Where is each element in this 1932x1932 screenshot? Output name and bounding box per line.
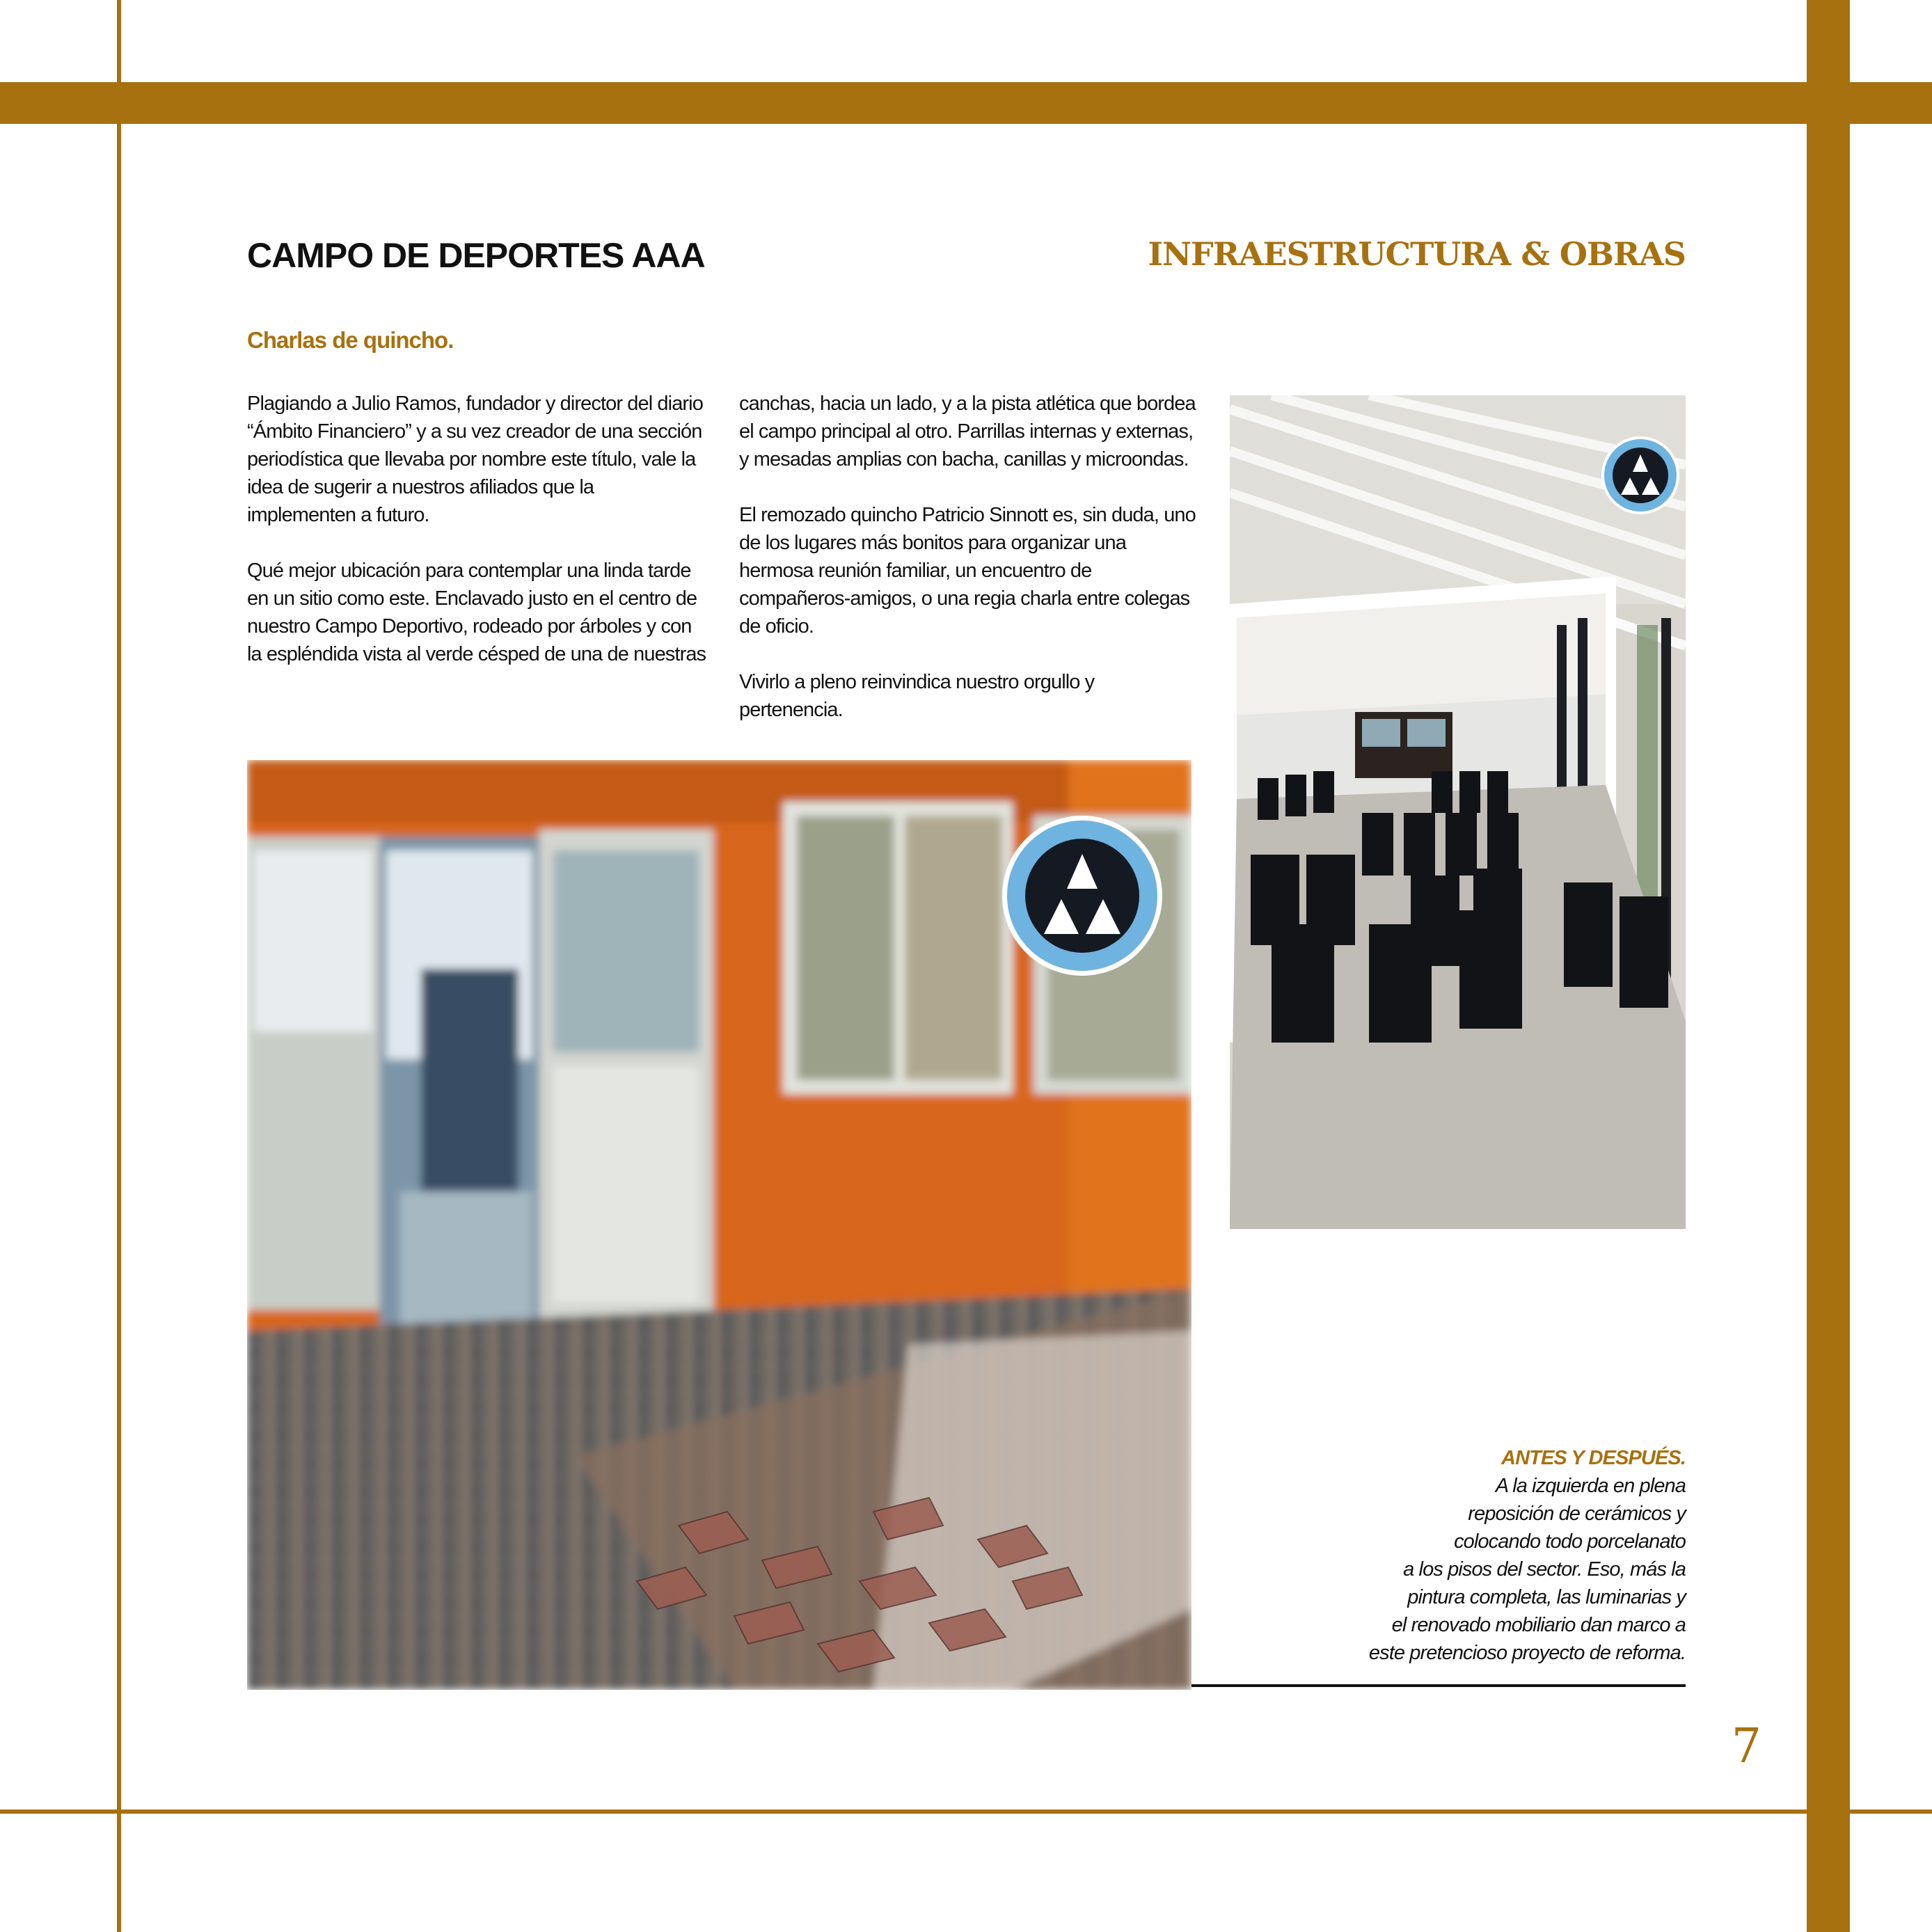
caption-line: reposición de cerámicos y xyxy=(1468,1503,1686,1525)
caption-divider xyxy=(1191,1684,1686,1687)
photo-after-image xyxy=(1230,395,1686,1229)
left-gold-line xyxy=(117,0,121,1932)
caption-line: pintura completa, las luminarias y xyxy=(1407,1586,1686,1608)
section-tag: INFRAESTRUCTURA & OBRAS xyxy=(1148,235,1686,273)
photo-after-renovation xyxy=(1230,395,1686,1229)
photo-before-renovation xyxy=(247,760,1191,1690)
top-gold-band xyxy=(0,82,1932,124)
caption-title: ANTES Y DESPUÉS. xyxy=(1501,1447,1686,1469)
caption-line: este pretencioso proyecto de reforma. xyxy=(1368,1642,1686,1664)
aaa-logo-watermark-1 xyxy=(1002,816,1162,976)
paragraph: Vivirlo a pleno reinvindica nuestro orgullo y pertenencia. xyxy=(739,671,1095,721)
bottom-gold-line xyxy=(0,1810,1932,1814)
caption-line: el renovado mobiliario dan marco a xyxy=(1391,1614,1686,1636)
paragraph: Qué mejor ubicación para contemplar una linda tarde en un sitio como este. Enclavado justo en el centro de nuestro Campo Deportivo, rodeado por árboles y con la espléndida vista al verde césped de una de nuestras xyxy=(247,560,706,665)
article-column-1 xyxy=(247,390,706,668)
photo-caption xyxy=(1324,1444,1686,1667)
aaa-logo-watermark-2 xyxy=(1601,436,1679,514)
caption-line: A la izquierda en plena xyxy=(1495,1475,1686,1497)
photo-before-image xyxy=(247,760,1191,1690)
page-number: 7 xyxy=(1731,1719,1761,1774)
caption-line: a los pisos del sector. Eso, más la xyxy=(1403,1558,1686,1581)
paragraph: canchas, hacia un lado, y a la pista atlética que bordea el campo principal al otro. Parrillas internas y externas, y mesadas amplias con bacha, canillas y microondas. xyxy=(739,393,1196,470)
right-gold-column xyxy=(1807,0,1850,1932)
article-subhead: Charlas de quincho. xyxy=(247,327,454,353)
article-column-2 xyxy=(739,390,1198,724)
section-title: CAMPO DE DEPORTES AAA xyxy=(247,236,705,275)
paragraph: El remozado quincho Patricio Sinnott es, sin duda, uno de los lugares más bonitos para organizar una hermosa reunión familiar, un encuentro de compañeros-amigos, o una regia charla entre colegas de oficio. xyxy=(739,504,1196,638)
caption-line: colocando todo porcelanato xyxy=(1454,1530,1686,1553)
paragraph: Plagiando a Julio Ramos, fundador y director del diario “Ámbito Financiero” y a su vez creador de una sección periodística que llevaba por nombre este título, vale la idea de sugerir a nuestros afiliados que la implementen a futuro. xyxy=(247,393,703,526)
